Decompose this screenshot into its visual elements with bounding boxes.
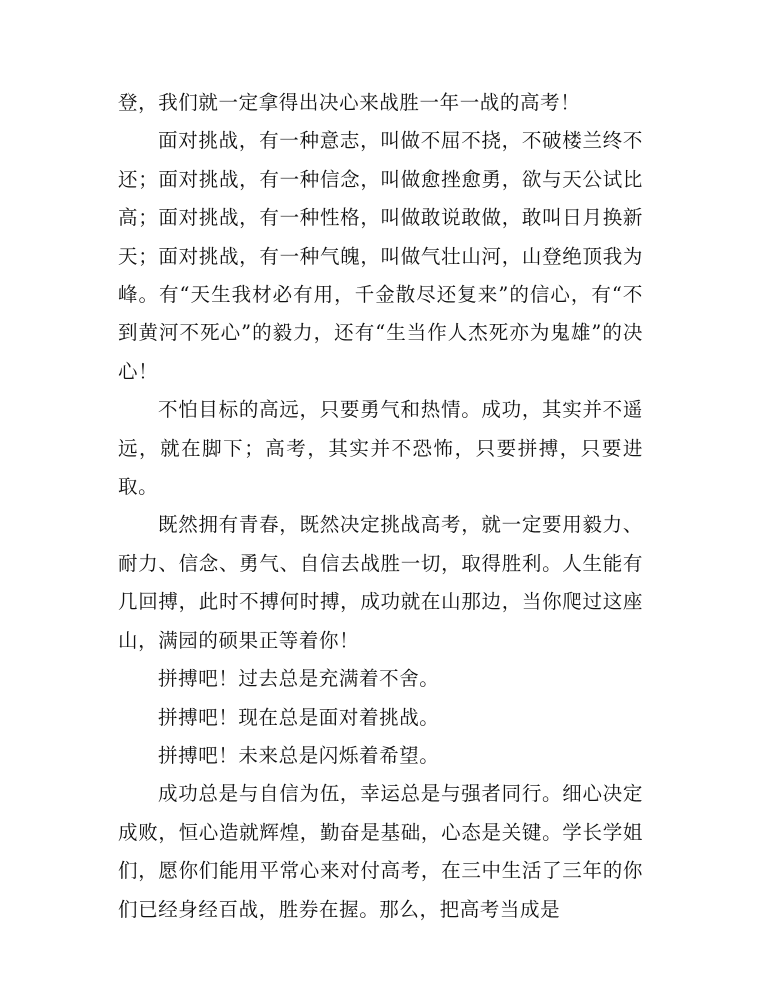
paragraph: 拼搏吧！未来总是闪烁着希望。: [158, 743, 440, 767]
document-page: [118, 84, 643, 929]
paragraph: 既然拥有青春，既然决定挑战高考，就一定要用毅力、耐力、信念、勇气、自信去战胜一切，取得胜利。人生能有几回搏，此时不搏何时搏，成功就在山那边，当你爬过这座山，满园的硕果正等着你！: [118, 513, 643, 652]
paragraph: 成功总是与自信为伍，幸运总是与强者同行。细心决定成败，恒心造就辉煌，勤奋是基础，心态是关键。学长学姐们，愿你们能用平常心来对付高考，在三中生活了三年的你们已经身经百战，胜券在握。那么，把高考当成是: [118, 782, 643, 921]
paragraph: 不怕目标的高远，只要勇气和热情。成功，其实并不遥远，就在脚下；高考，其实并不恐怖，只要拼搏，只要进取。: [118, 398, 643, 499]
paragraph: 登，我们就一定拿得出决心来战胜一年一战的高考！: [118, 91, 581, 114]
paragraph: 面对挑战，有一种意志，叫做不屈不挠，不破楼兰终不还；面对挑战，有一种信念，叫做愈挫愈勇，欲与天公试比高；面对挑战，有一种性格，叫做敢说敢做，敢叫日月换新天；面对挑战，有一种气魄，叫做气壮山河，山登绝顶我为峰。有“天生我材必有用，千金散尽还复来”的信心，有“不到黄河不死心”的毅力，还有“生当作人杰死亦为鬼雄”的决心！: [118, 129, 643, 383]
paragraph: 拼搏吧！现在总是面对着挑战。: [158, 705, 440, 729]
paragraph: 拼搏吧！过去总是充满着不舍。: [158, 667, 440, 691]
